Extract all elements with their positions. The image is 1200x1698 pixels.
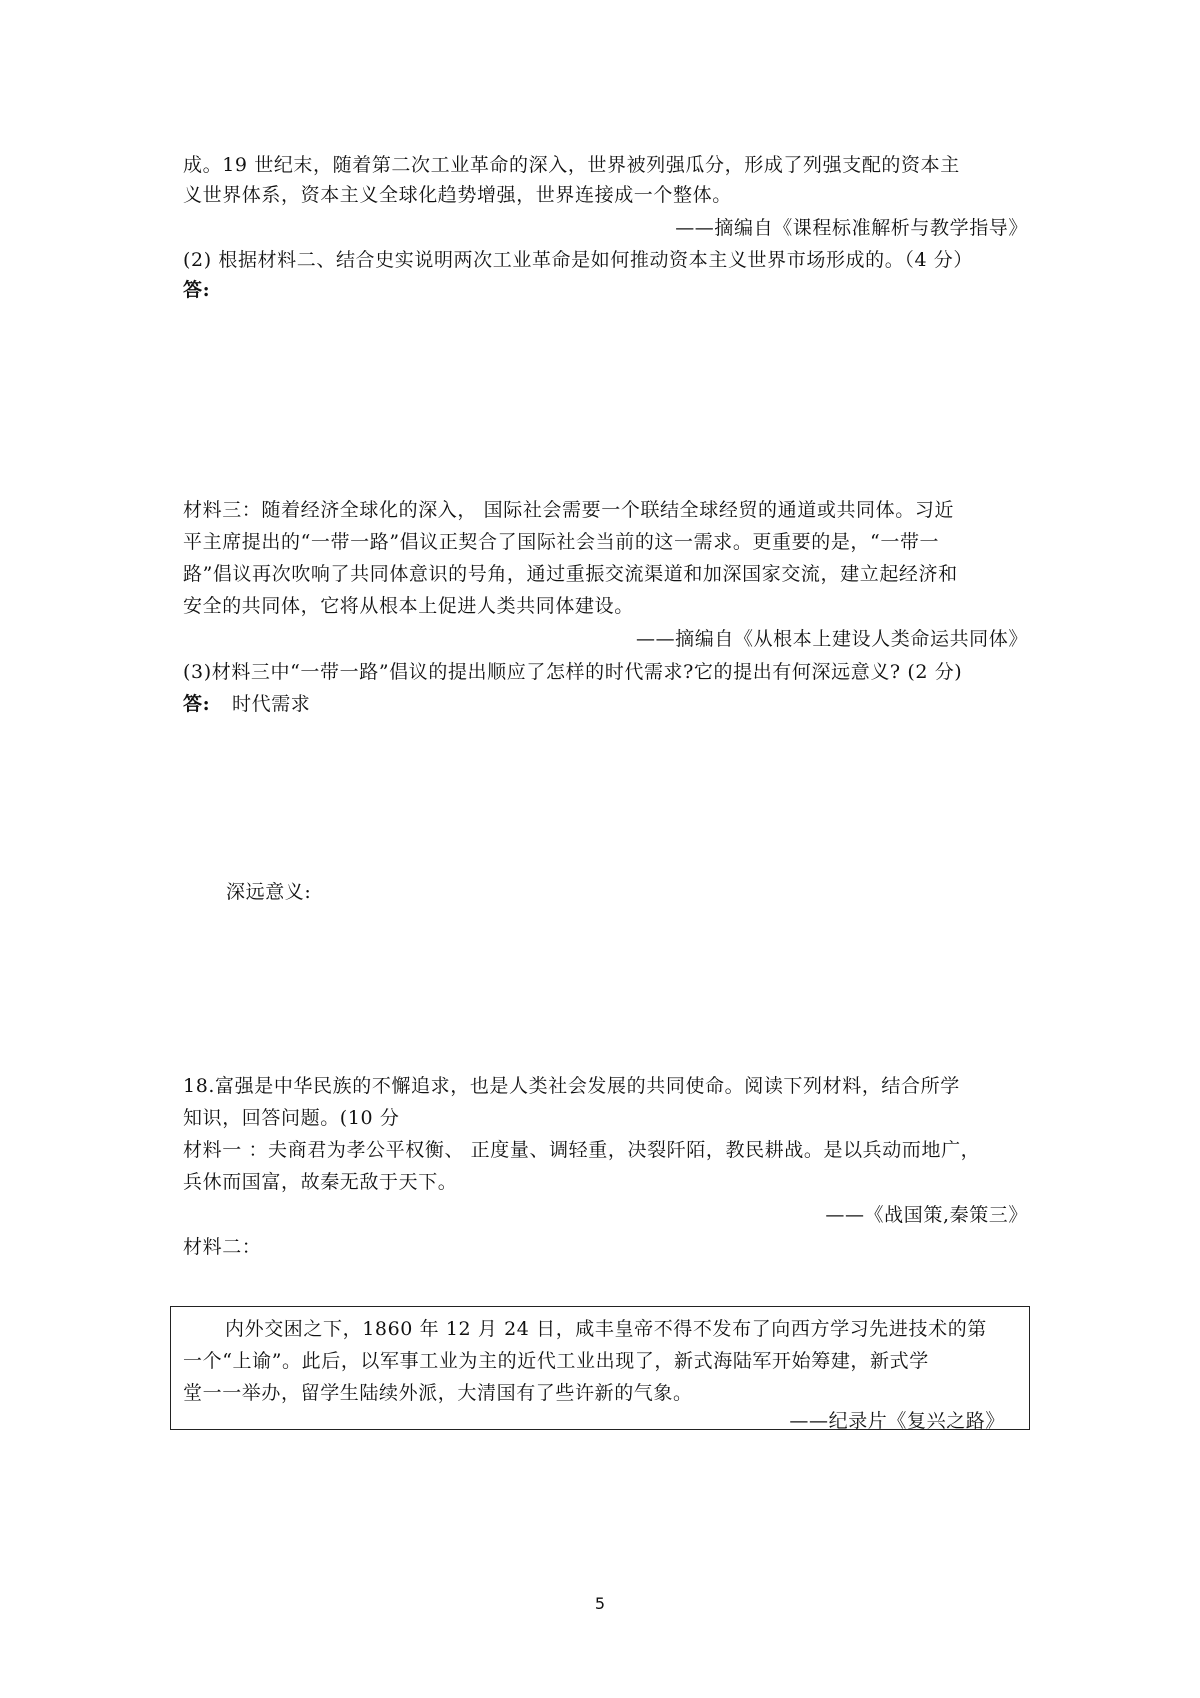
question18-line2: 知识，回答问题。(10 分 [183,1107,400,1129]
question18-material1-source: ——《战国策,秦策三》 [825,1204,1028,1226]
box-line2: 一个“上谕”。此后，以军事工业为主的近代工业出现了，新式海陆军开始筹建，新式学 [183,1350,929,1372]
material3-line1: 材料三：随着经济全球化的深入， 国际社会需要一个联结全球经贸的通道或共同体。习近 [183,499,955,521]
question18-material2-label: 材料二： [183,1236,262,1258]
material3-line3: 路”倡议再次吹响了共同体意识的号角，通过重振交流渠道和加深国家交流，建立起经济和 [183,563,958,585]
box-source: ——纪录片《复兴之路》 [789,1410,1005,1432]
material3-source: ——摘编自《从根本上建设人类命运共同体》 [635,628,1028,650]
material3-line2: 平主席提出的“一带一路”倡议正契合了国际社会当前的这一需求。更重要的是，“一带一 [183,531,940,553]
question3-sub1: 时代需求 [232,693,311,715]
material2-box [170,1306,1030,1430]
question2-answer-label: 答: [183,279,211,301]
question2-text: (2) 根据材料二、结合史实说明两次工业革命是如何推动资本主义世界市场形成的。（4 分） [183,249,973,271]
question3-sub2: 深远意义: [226,881,312,903]
material2-tail-line1: 成。19 世纪末，随着第二次工业革命的深入，世界被列强瓜分，形成了列强支配的资本主 [183,154,960,176]
question18-material1-line1: 材料一 ：夫商君为孝公平权衡、 正度量、调轻重，决裂阡陌，教民耕战。是以兵动而地广， [183,1139,981,1161]
box-line3: 堂一一举办，留学生陆续外派，大清国有了些许新的气象。 [183,1382,693,1404]
material2-source: ——摘编自《课程标准解析与教学指导》 [675,217,1028,239]
question18-line1: 18.富强是中华民族的不懈追求，也是人类社会发展的共同使命。阅读下列材料，结合所学 [183,1075,960,1097]
question3-answer-label: 答: [183,693,211,715]
question18-material1-line2: 兵休而国富，故秦无敌于天下。 [183,1171,458,1193]
question3-text: (3)材料三中“一带一路”倡议的提出顺应了怎样的时代需求?它的提出有何深远意义? (2 分) [183,661,963,683]
material3-line4: 安全的共同体，它将从根本上促进人类共同体建设。 [183,595,634,617]
page-number: 5 [594,1594,606,1613]
box-line1: 内外交困之下，1860 年 12 月 24 日，咸丰皇帝不得不发布了向西方学习先进技术的第 [225,1318,987,1340]
material2-tail-line2: 义世界体系，资本主义全球化趋势增强，世界连接成一个整体。 [183,184,732,206]
